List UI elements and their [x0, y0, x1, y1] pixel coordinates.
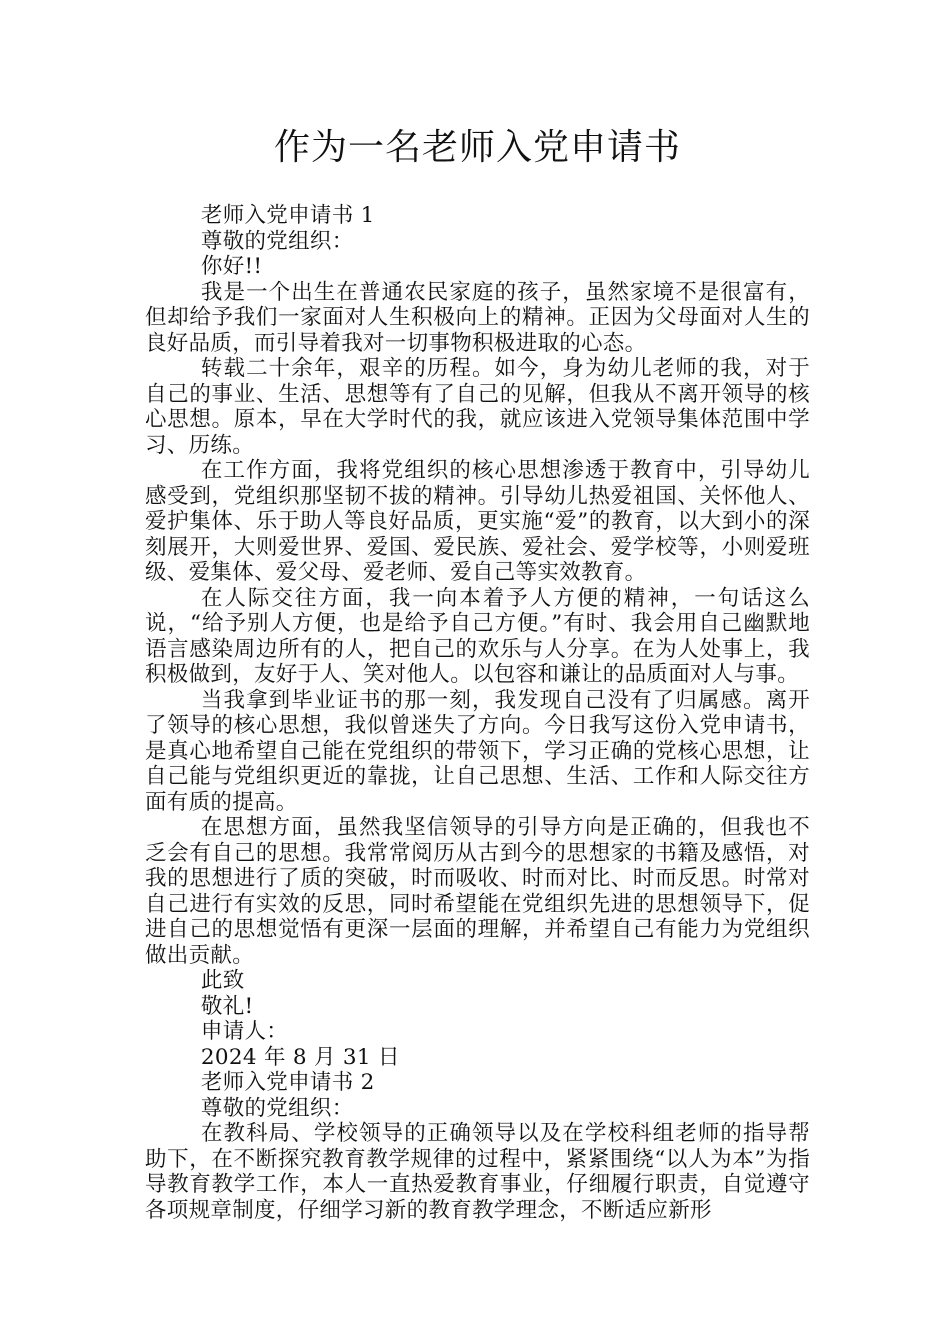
- paragraph: 在思想方面，虽然我坚信领导的引导方向是正确的，但我也不乏会有自己的思想。我常常阅历从古到今的思想家的书籍及感悟，对我的思想进行了质的突破，时而吸收、时而对比、时而反思。时常对自己进行有实效的反思，同时希望能在党组织先进的思想领导下，促进自己的思想觉悟有更深一层面的理解，并希望自己有能力为党组织做出贡献。: [145, 815, 810, 968]
- paragraph: 在教科局、学校领导的正确领导以及在学校科组老师的指导帮助下，在不断探究教育教学规律的过程中，紧紧围绕“以人为本”为指导教育教学工作，本人一直热爱教育事业，仔细履行职责，自觉遵守各项规章制度，仔细学习新的教育教学理念，不断适应新形: [145, 1121, 810, 1223]
- paragraph: 转载二十余年，艰辛的历程。如今，身为幼儿老师的我，对于自己的事业、生活、思想等有了自己的见解，但我从不离开领导的核心思想。原本，早在大学时代的我，就应该进入党领导集体范围中学习、历练。: [145, 356, 810, 458]
- paragraph: 尊敬的党组织：: [200, 228, 354, 254]
- document-title: 作为一名老师入党申请书: [273, 127, 681, 168]
- paragraph: 老师入党申请书 2: [200, 1070, 375, 1095]
- paragraph: 申请人：: [200, 1019, 289, 1044]
- paragraph: 2024 年 8 月 31 日: [200, 1044, 400, 1070]
- paragraph: 在工作方面，我将党组织的核心思想渗透于教育中，引导幼儿感受到，党组织那坚韧不拔的精神。引导幼儿热爱祖国、关怀他人、爱护集体、乐于助人等良好品质，更实施“爱”的教育，以大到小的深刻展开，大则爱世界、爱国、爱民族、爱社会、爱学校等，小则爱班级、爱集体、爱父母、爱老师、爱自己等实效教育。: [145, 458, 810, 585]
- paragraph: 尊敬的党组织：: [200, 1095, 354, 1121]
- paragraph: 我是一个出生在普通农民家庭的孩子，虽然家境不是很富有，但却给予我们一家面对人生积极向上的精神。正因为父母面对人生的良好品质，而引导着我对一切事物积极进取的心态。: [145, 279, 810, 356]
- paragraph: 在人际交往方面，我一向本着予人方便的精神，一句话这么说，“给予别人方便，也是给予自己方便。”有时、我会用自己幽默地语言感染周边所有的人，把自己的欢乐与人分享。在为人处事上，我积极做到，友好于人、笑对他人。以包容和谦让的品质面对人与事。: [145, 585, 810, 687]
- document-body: [145, 203, 810, 1223]
- document-page: [145, 120, 810, 1223]
- paragraph: 当我拿到毕业证书的那一刻，我发现自己没有了归属感。离开了领导的核心思想，我似曾迷失了方向。今日我写这份入党申请书，是真心地希望自己能在党组织的带领下，学习正确的党核心思想，让自己能与党组织更近的靠拢，让自己思想、生活、工作和人际交往方面有质的提高。: [145, 687, 810, 815]
- paragraph: 你好!!: [200, 254, 263, 279]
- paragraph: 敬礼!: [200, 993, 254, 1019]
- paragraph: 此致: [200, 968, 245, 993]
- paragraph: 老师入党申请书 1: [200, 203, 375, 228]
